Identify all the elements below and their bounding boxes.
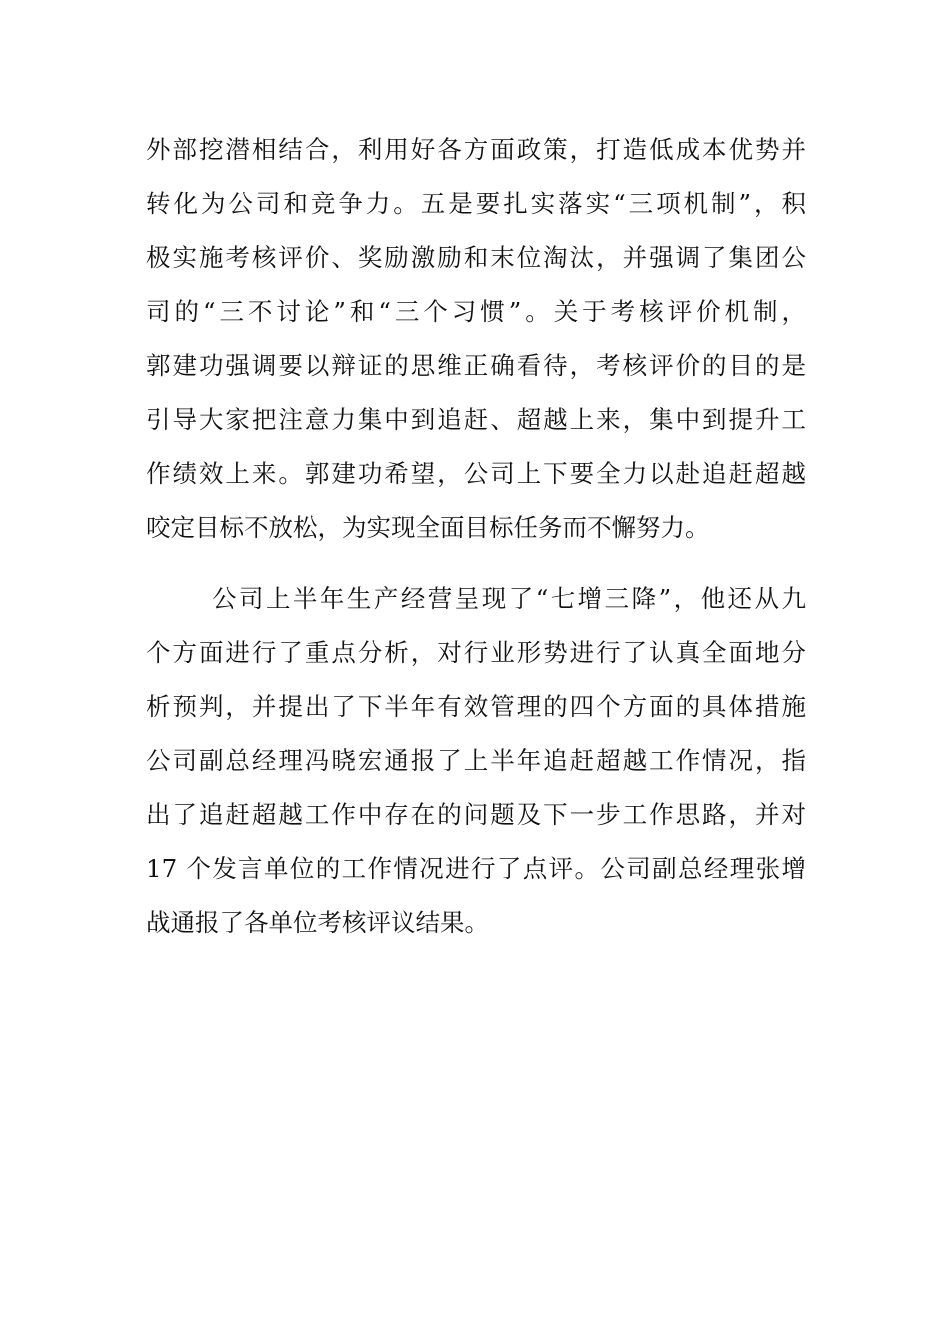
text-line: 司的“三不讨论”和“三个习惯”。关于考核评价机制， xyxy=(146,297,806,326)
text-line: 引导大家把注意力集中到追赶、超越上来，集中到提升工 xyxy=(146,405,806,434)
text-line: 个方面进行了重点分析，对行业形势进行了认真全面地分 xyxy=(146,638,806,667)
text-line: 出了追赶超越工作中存在的问题及下一步工作思路，并对 xyxy=(146,800,806,829)
text-line: 郭建功强调要以辩证的思维正确看待，考核评价的目的是 xyxy=(146,351,806,380)
paragraph-2 xyxy=(146,572,806,950)
text-line: 转化为公司和竞争力。五是要扎实落实“三项机制”，积 xyxy=(146,189,806,218)
text-line: 作绩效上来。郭建功希望，公司上下要全力以赴追赶超越 xyxy=(146,459,806,488)
text-line: 析预判，并提出了下半年有效管理的四个方面的具体措施 xyxy=(146,692,806,721)
paragraph-1 xyxy=(146,123,806,555)
text-line: 咬定目标不放松，为实现全面目标任务而不懈努力。 xyxy=(146,513,710,542)
text-line: 公司上半年生产经营呈现了“七增三降”，他还从九 xyxy=(212,584,806,613)
text-line: 外部挖潜相结合，利用好各方面政策，打造低成本优势并 xyxy=(146,135,806,164)
text-line: 公司副总经理冯晓宏通报了上半年追赶超越工作情况，指 xyxy=(146,746,806,775)
text-line: 17 个发言单位的工作情况进行了点评。公司副总经理张增 xyxy=(146,854,806,883)
text-line: 极实施考核评价、奖励激励和末位淘汰，并强调了集团公 xyxy=(146,243,806,272)
text-line: 战通报了各单位考核评议结果。 xyxy=(146,908,489,937)
